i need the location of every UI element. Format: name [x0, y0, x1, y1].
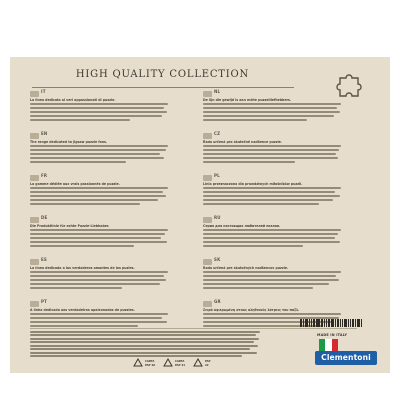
body-text-line	[30, 275, 164, 277]
body-text-line	[30, 287, 122, 289]
recycle-icon	[192, 358, 204, 370]
language-section	[203, 174, 343, 216]
body-text-line	[203, 241, 340, 243]
recycle-code: CARTA	[175, 360, 185, 363]
body-text-line	[203, 149, 339, 151]
section-heading: La gamme dédiée aux vrais passionnés de puzzle.	[30, 182, 120, 186]
body-text-line	[30, 283, 160, 285]
strip-bar	[352, 319, 354, 327]
body-text-line	[203, 279, 339, 281]
language-section	[30, 216, 170, 258]
body-text-line	[30, 153, 160, 155]
body-text-line	[203, 287, 313, 289]
warning-text-line	[30, 334, 256, 336]
language-flag-icon	[30, 301, 39, 307]
language-flag-icon	[203, 175, 212, 181]
strip-bar	[311, 319, 312, 327]
language-section	[203, 216, 343, 258]
language-flag-icon	[203, 133, 212, 139]
language-section	[203, 258, 343, 300]
strip-bar	[337, 319, 339, 327]
body-text-line	[30, 119, 130, 121]
strip-bar	[313, 319, 315, 327]
body-text-line	[30, 199, 158, 201]
left-language-column	[30, 90, 170, 342]
section-heading: Серия для настоящих любителей пазлов.	[203, 224, 281, 228]
warning-text-line	[30, 348, 250, 350]
strip-bar	[331, 319, 334, 327]
strip-bar	[350, 319, 352, 327]
section-heading: La línea dedicada a los verdaderos amantes de los puzles.	[30, 266, 135, 270]
body-text-line	[30, 233, 165, 235]
body-text-line	[30, 157, 164, 159]
footer-divider	[30, 328, 357, 329]
section-heading: La linea dedicata ai veri appassionati di puzzle.	[30, 98, 116, 102]
body-text-line	[203, 233, 338, 235]
language-section	[30, 132, 170, 174]
recycle-code: CARTA	[145, 360, 155, 363]
language-code: FR	[41, 173, 48, 178]
section-heading: Σειρά αφιερωμένη στους αληθινούς λάτρεις του παζλ.	[203, 308, 300, 312]
section-heading: Linia przeznaczona dla prawdziwych miłośników puzzli.	[203, 182, 303, 186]
body-text-line	[203, 191, 335, 193]
strip-bar	[335, 319, 336, 327]
strip-bar	[324, 319, 325, 327]
body-text-line	[203, 161, 295, 163]
body-text-line	[30, 279, 166, 281]
language-code: IT	[41, 89, 46, 94]
section-heading: Die Produktlinie für echte Puzzle-Liebhaber.	[30, 224, 110, 228]
language-code: RU	[214, 215, 221, 220]
strip-bar	[344, 319, 347, 327]
body-text-line	[203, 313, 341, 315]
body-text-line	[30, 321, 167, 323]
body-text-line	[30, 111, 167, 113]
section-heading: A linha dedicada aos verdadeiros apaixonados de puzzles.	[30, 308, 135, 312]
safety-warnings	[30, 331, 260, 359]
language-section	[30, 174, 170, 216]
language-code: ES	[41, 257, 48, 262]
warning-text-line	[30, 331, 260, 333]
warning-text-line	[30, 355, 242, 357]
language-code: PT	[41, 299, 48, 304]
section-heading: The range dedicated to jigsaw puzzle fans.	[30, 140, 108, 144]
body-text-line	[30, 313, 168, 315]
body-text-line	[203, 275, 336, 277]
body-text-line	[30, 191, 163, 193]
strip-bar	[355, 319, 356, 327]
language-flag-icon	[203, 301, 212, 307]
body-text-line	[30, 187, 168, 189]
language-code: GR	[214, 299, 221, 304]
body-text-line	[203, 153, 336, 155]
recycle-icon	[132, 358, 144, 370]
recycle-sub: PAP 21	[175, 364, 186, 367]
body-text-line	[30, 115, 162, 117]
warning-text-line	[30, 338, 259, 340]
language-code: SK	[214, 257, 221, 262]
language-section	[203, 132, 343, 174]
body-text-line	[30, 245, 134, 247]
body-text-line	[30, 237, 161, 239]
strip-bar	[317, 319, 320, 327]
body-text-line	[30, 241, 167, 243]
language-section	[203, 90, 343, 132]
recycle-sub: PAP 20	[145, 364, 156, 367]
language-code: NL	[214, 89, 221, 94]
product-code-strip	[300, 319, 362, 327]
body-text-line	[203, 237, 335, 239]
section-heading: De lijn die gewijd is aan echte puzzelliefhebbers.	[203, 98, 292, 102]
body-text-line	[203, 187, 341, 189]
strip-bar	[300, 319, 302, 327]
body-text-line	[203, 115, 334, 117]
body-text-line	[30, 103, 168, 105]
warning-text-line	[30, 341, 254, 343]
body-text-line	[203, 271, 341, 273]
flag-red	[332, 339, 338, 351]
body-text-line	[203, 283, 329, 285]
language-code: DE	[41, 215, 48, 220]
strip-bar	[348, 319, 349, 327]
body-text-line	[203, 157, 338, 159]
body-text-line	[203, 119, 307, 121]
italy-flag-icon	[319, 339, 338, 351]
warning-text-line	[30, 352, 257, 354]
section-heading: Rada určená pre skutočných nadšencov puzzle.	[203, 266, 289, 270]
collection-title: HIGH QUALITY COLLECTION	[75, 69, 250, 80]
language-flag-icon	[30, 133, 39, 139]
body-text-line	[30, 325, 138, 327]
body-text-line	[203, 111, 340, 113]
body-text-line	[203, 103, 341, 105]
body-text-line	[203, 195, 340, 197]
language-flag-icon	[203, 91, 212, 97]
body-text-line	[203, 145, 341, 147]
body-text-line	[203, 203, 319, 205]
recycle-code: PAP	[205, 360, 211, 363]
strip-bar	[340, 319, 341, 327]
language-flag-icon	[30, 175, 39, 181]
body-text-line	[30, 161, 126, 163]
strip-bar	[361, 319, 362, 327]
language-code: EN	[41, 131, 48, 136]
strip-bar	[328, 319, 330, 327]
body-text-line	[203, 199, 333, 201]
language-section	[30, 258, 170, 300]
body-text-line	[203, 107, 337, 109]
language-flag-icon	[30, 259, 39, 265]
body-text-line	[30, 107, 164, 109]
body-text-line	[30, 195, 166, 197]
title-underline	[32, 87, 294, 88]
warning-text-line	[30, 345, 258, 347]
strip-bar	[342, 319, 343, 327]
body-text-line	[30, 203, 140, 205]
recycle-sub: 22	[205, 364, 209, 367]
strip-bar	[326, 319, 327, 327]
strip-bar	[303, 319, 304, 327]
language-section	[30, 90, 170, 132]
strip-bar	[321, 319, 323, 327]
body-text-line	[30, 271, 168, 273]
body-text-line	[30, 317, 162, 319]
language-code: PL	[214, 173, 220, 178]
language-flag-icon	[30, 217, 39, 223]
language-flag-icon	[30, 91, 39, 97]
made-in-label: MADE IN ITALY	[317, 333, 348, 337]
strip-bar	[316, 319, 317, 327]
brand-logo: Clementoni	[315, 351, 377, 365]
strip-bar	[305, 319, 308, 327]
language-flag-icon	[203, 259, 212, 265]
section-heading: Řada určená pro skutečné nadšence puzzle.	[203, 140, 283, 144]
strip-bar	[309, 319, 310, 327]
strip-bar	[357, 319, 360, 327]
language-code: CZ	[214, 131, 221, 136]
right-language-column	[203, 90, 343, 342]
body-text-line	[30, 149, 166, 151]
recycle-icon	[162, 358, 174, 370]
body-text-line	[203, 229, 341, 231]
language-flag-icon	[203, 217, 212, 223]
body-text-line	[203, 245, 303, 247]
body-text-line	[30, 145, 168, 147]
body-text-line	[30, 229, 168, 231]
